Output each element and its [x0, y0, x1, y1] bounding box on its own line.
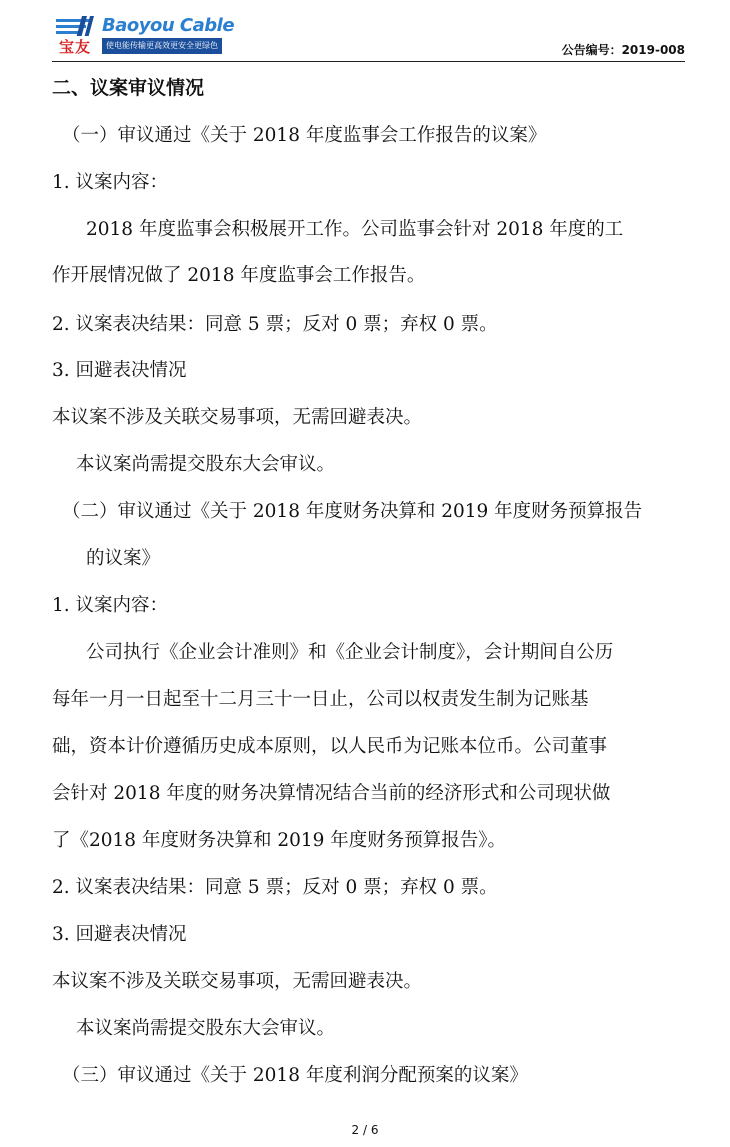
motion-1-recusal-label: 3. 回避表决情况: [52, 360, 187, 381]
motion-1-shareholder-note: 本议案尚需提交股东大会审议。: [76, 454, 336, 475]
motion-2-recusal-label: 3. 回避表决情况: [52, 924, 187, 945]
motion-2-content-label: 1. 议案内容：: [52, 595, 169, 616]
motion-2-content-line: 了《2018 年度财务决算和 2019 年度财务预算报告》。: [52, 830, 507, 851]
motion-1-heading: （一）审议通过《关于 2018 年度监事会工作报告的议案》: [62, 125, 547, 146]
logo-slogan: 使电能传输更高效更安全更绿色: [102, 38, 222, 54]
motion-3-heading: （三）审议通过《关于 2018 年度利润分配预案的议案》: [62, 1065, 528, 1086]
motion-2-heading-continued: 的议案》: [86, 548, 161, 569]
motion-2-heading: （二）审议通过《关于 2018 年度财务决算和 2019 年度财务预算报告: [62, 501, 643, 522]
motion-1-vote-result: 2. 议案表决结果：同意 5 票；反对 0 票；弃权 0 票。: [52, 314, 498, 335]
motion-2-shareholder-note: 本议案尚需提交股东大会审议。: [76, 1018, 336, 1039]
logo-english-name: Baoyou Cable: [102, 15, 235, 36]
page-number: 2 / 6: [351, 1123, 379, 1137]
motion-2-vote-result: 2. 议案表决结果：同意 5 票；反对 0 票；弃权 0 票。: [52, 877, 498, 898]
motion-2-content-line: 会针对 2018 年度的财务决算情况结合当前的经济形式和公司现状做: [52, 783, 611, 804]
motion-1-content-line: 2018 年度监事会积极展开工作。公司监事会针对 2018 年度的工: [86, 219, 624, 240]
logo-chinese-name: 宝友: [58, 38, 91, 56]
motion-1-content-line: 作开展情况做了 2018 年度监事会工作报告。: [52, 265, 426, 286]
motion-2-content-line: 每年一月一日起至十二月三十一日止，公司以权责发生制为记账基: [52, 689, 589, 710]
motion-2-recusal-text: 本议案不涉及关联交易事项，无需回避表决。: [52, 971, 423, 992]
section-title: 二、议案审议情况: [52, 77, 205, 99]
motion-1-content-label: 1. 议案内容：: [52, 172, 169, 193]
motion-1-recusal-text: 本议案不涉及关联交易事项，无需回避表决。: [52, 407, 423, 428]
motion-2-content-line: 础，资本计价遵循历史成本原则，以人民币为记账本位币。公司董事: [52, 736, 608, 757]
notice-number: 公告编号：2019-008: [561, 43, 685, 57]
motion-2-content-line: 公司执行《企业会计准则》和《企业会计制度》，会计期间自公历: [86, 642, 614, 663]
